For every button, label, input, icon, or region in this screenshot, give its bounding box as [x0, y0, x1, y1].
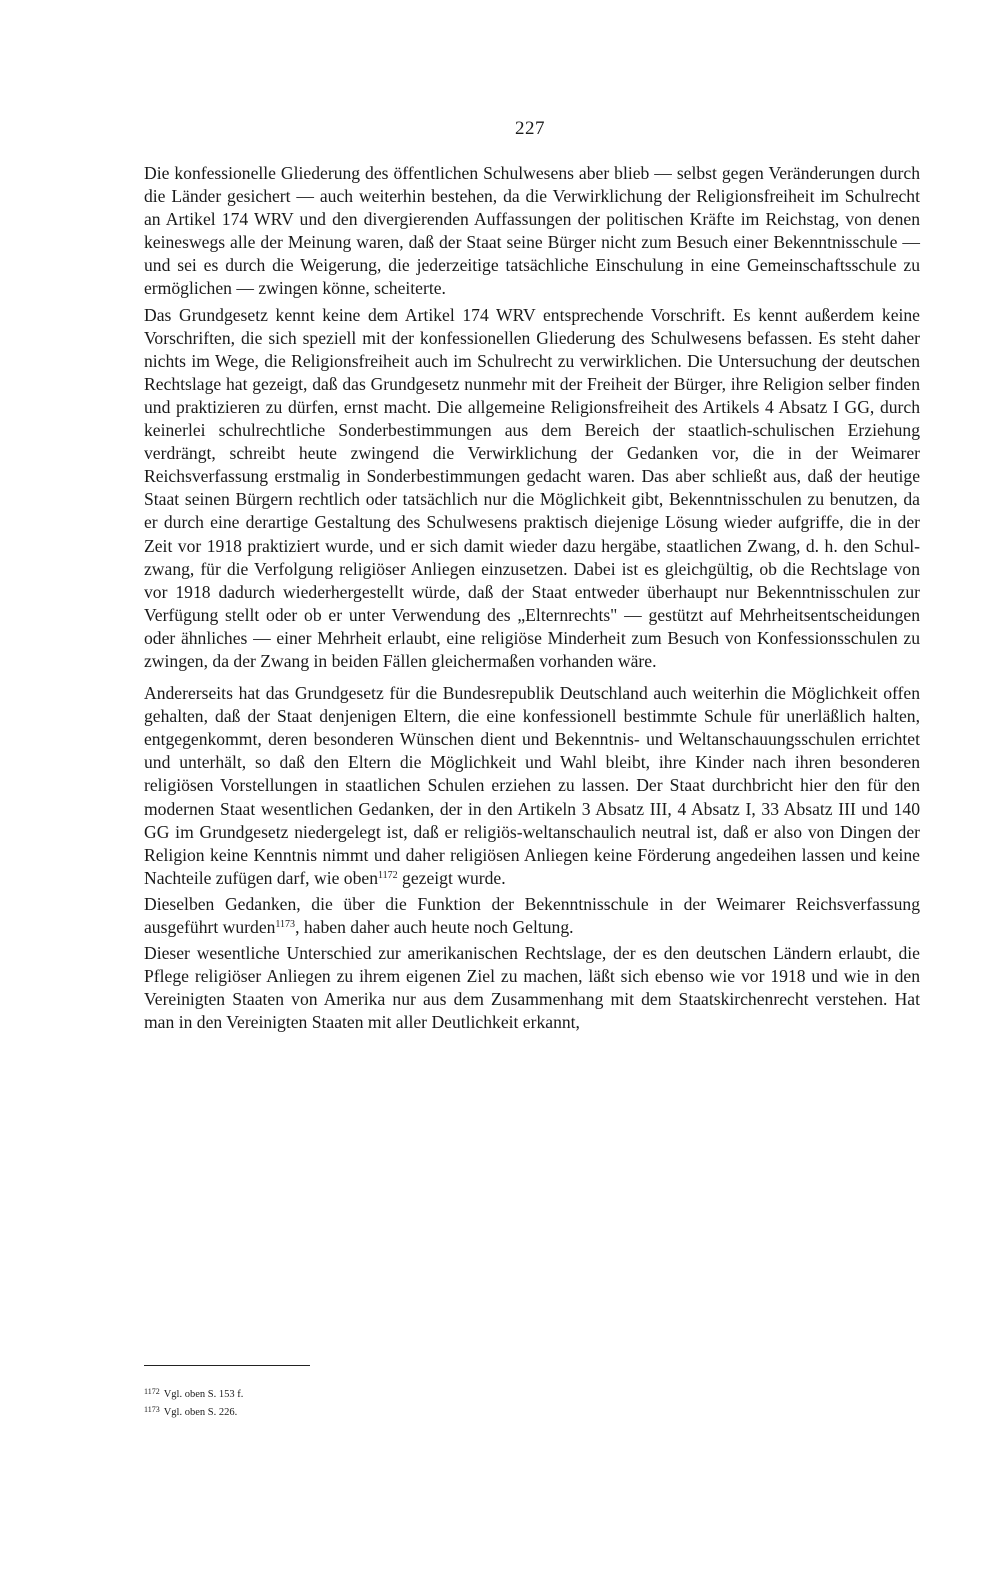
- paragraph: [144, 893, 920, 939]
- paragraph: Das Grundgesetz kennt keine dem Artikel 174 WRV entsprechende Vorschrift. Es kennt außerdem keine Vorschriften, die sich speziell mit der konfessionellen Gliederung des Schulwesens befassen. Es steht daher nichts im Wege, die Religionsfreiheit auch im Schulrecht zu verwirklichen. Die Untersuchung der deutschen Rechtslage hat gezeigt, daß das Grundgesetz nunmehr mit der Freiheit der Bürger, ihre Religion selber finden und praktizieren zu dürfen, ernst macht. Die allgemeine Religionsfreiheit des Artikels 4 Absatz I GG, durch keinerlei schulrechtliche Sonderbestimmungen aus dem Bereich der staatlich-schulischen Erziehung verdrängt, schreibt heute zwingend die Verwirklichung der Gedanken vor, die in der Weimarer Reichsverfassung erstmalig in Sonderbestimmungen gedacht waren. Das aber schließt aus, daß der heutige Staat seinen Bürgern rechtlich oder tatsächlich nur die Möglichkeit gibt, Bekenntnisschulen zu benutzen, da er durch eine derartige Gestaltung des Schulwesens praktisch diejenige Lösung wieder aufgriffe, die in der Zeit vor 1918 praktiziert wurde, und er sich damit wieder dazu hergäbe, staatlichen Zwang, d. h. den Schulzwang, für die Verfolgung religiöser Anliegen einzusetzen. Dabei ist es gleichgültig, ob die Rechtslage von vor 1918 dadurch wiederhergestellt würde, daß der Staat entweder überhaupt nur Bekenntnisschulen zur Verfügung stellt oder ob er unter Verwendung des „Elternrechts" — gestützt auf Mehrheitsentscheidungen oder ähnliches — einer Mehrheit erlaubt, eine religiöse Minderheit zum Besuch von Konfessionsschulen zu zwingen, da der Zwang in beiden Fällen gleichermaßen vorhanden wäre.: [144, 304, 920, 671]
- paragraph: Die konfessionelle Gliederung des öffentlichen Schulwesens aber blieb — selbst gegen Veränderungen durch die Länder gesichert — auch weiterhin bestehen, da die Verwirklichung der Religionsfreiheit im Schulrecht an Artikel 174 WRV und den divergierenden Auffassungen der politischen Kräfte im Reichstag, von denen keineswegs alle der Meinung waren, daß der Staat seine Bürger nicht zum Besuch einer Bekenntnisschule — und sei es durch die Weigerung, die jederzeitige tatsächliche Einschulung in eine Gemeinschaftsschule zu ermöglichen — zwingen könne, scheiterte.: [144, 163, 920, 299]
- paragraph-text: gezeigt wurde.: [402, 867, 506, 888]
- footnote-mark: 1173: [144, 1405, 160, 1414]
- footnote: [144, 1384, 544, 1402]
- paragraph-text: , haben daher auch heute noch Geltung.: [295, 917, 574, 937]
- footnotes: [144, 1384, 544, 1420]
- paragraph: Dieser wesentliche Unterschied zur amerikanischen Rechtslage, der es den deutschen Ländern erlaubt, die Pflege religiöser Anliegen zu ihrem eigenen Ziel zu machen, läßt sich ebenso wie vor 1918 und wie in den Vereinigten Staaten von Amerika nur aus dem Zusammenhang mit dem Staatskirchenrecht verstehen. Hat man in den Vereinigten Staaten mit aller Deutlichkeit erkannt,: [144, 943, 920, 1033]
- footnote-reference[interactable]: 1173: [275, 919, 296, 930]
- footnote-text: Vgl. oben S. 153 f.: [163, 1389, 244, 1400]
- footnote-divider: [144, 1365, 310, 1366]
- footnote: [144, 1402, 544, 1420]
- paragraph: [144, 682, 920, 890]
- page-number: 227: [515, 118, 545, 139]
- footnote-reference[interactable]: 1172: [378, 869, 398, 881]
- paragraph-text: Dieselben Gedanken, die über die Funktion der Bekenntnisschule in der Weimarer Reichsverfassung ausgeführt wurden: [144, 893, 920, 937]
- footnote-text: Vgl. oben S. 226.: [163, 1407, 238, 1418]
- footnote-mark: 1172: [144, 1387, 160, 1396]
- paragraph-text: Andererseits hat das Grundgesetz für die Bundesrepublik Deutschland auch weiterhin die Möglichkeit offen gehalten, daß der Staat denjenigen Eltern, die eine konfessionell bestimmte Schule für unerläßlich halten, entgegenkommt, deren besonderen Wünschen dient und Bekenntnis- und Weltanschauungsschulen errichtet und unterhält, so daß den Eltern die Möglichkeit und Wahl bleibt, ihre Kinder nach ihren besonderen religiösen Vorstellungen in staatlichen Schulen erziehen zu lassen. Der Staat durchbricht hier den für den modernen Staat wesentlichen Gedanken, der in den Artikeln 3 Absatz III, 4 Absatz I, 33 Absatz III und 140 GG im Grundgesetz niedergelegt ist, daß er religiös-weltanschaulich neutral ist, daß er also von Dingen der Religion keine Kenntnis nimmt und daher religiösen Anliegen keine Förderung angedeihen lassen und keine Nachteile zufügen darf, wie oben: [144, 683, 920, 888]
- main-text: [144, 162, 920, 1037]
